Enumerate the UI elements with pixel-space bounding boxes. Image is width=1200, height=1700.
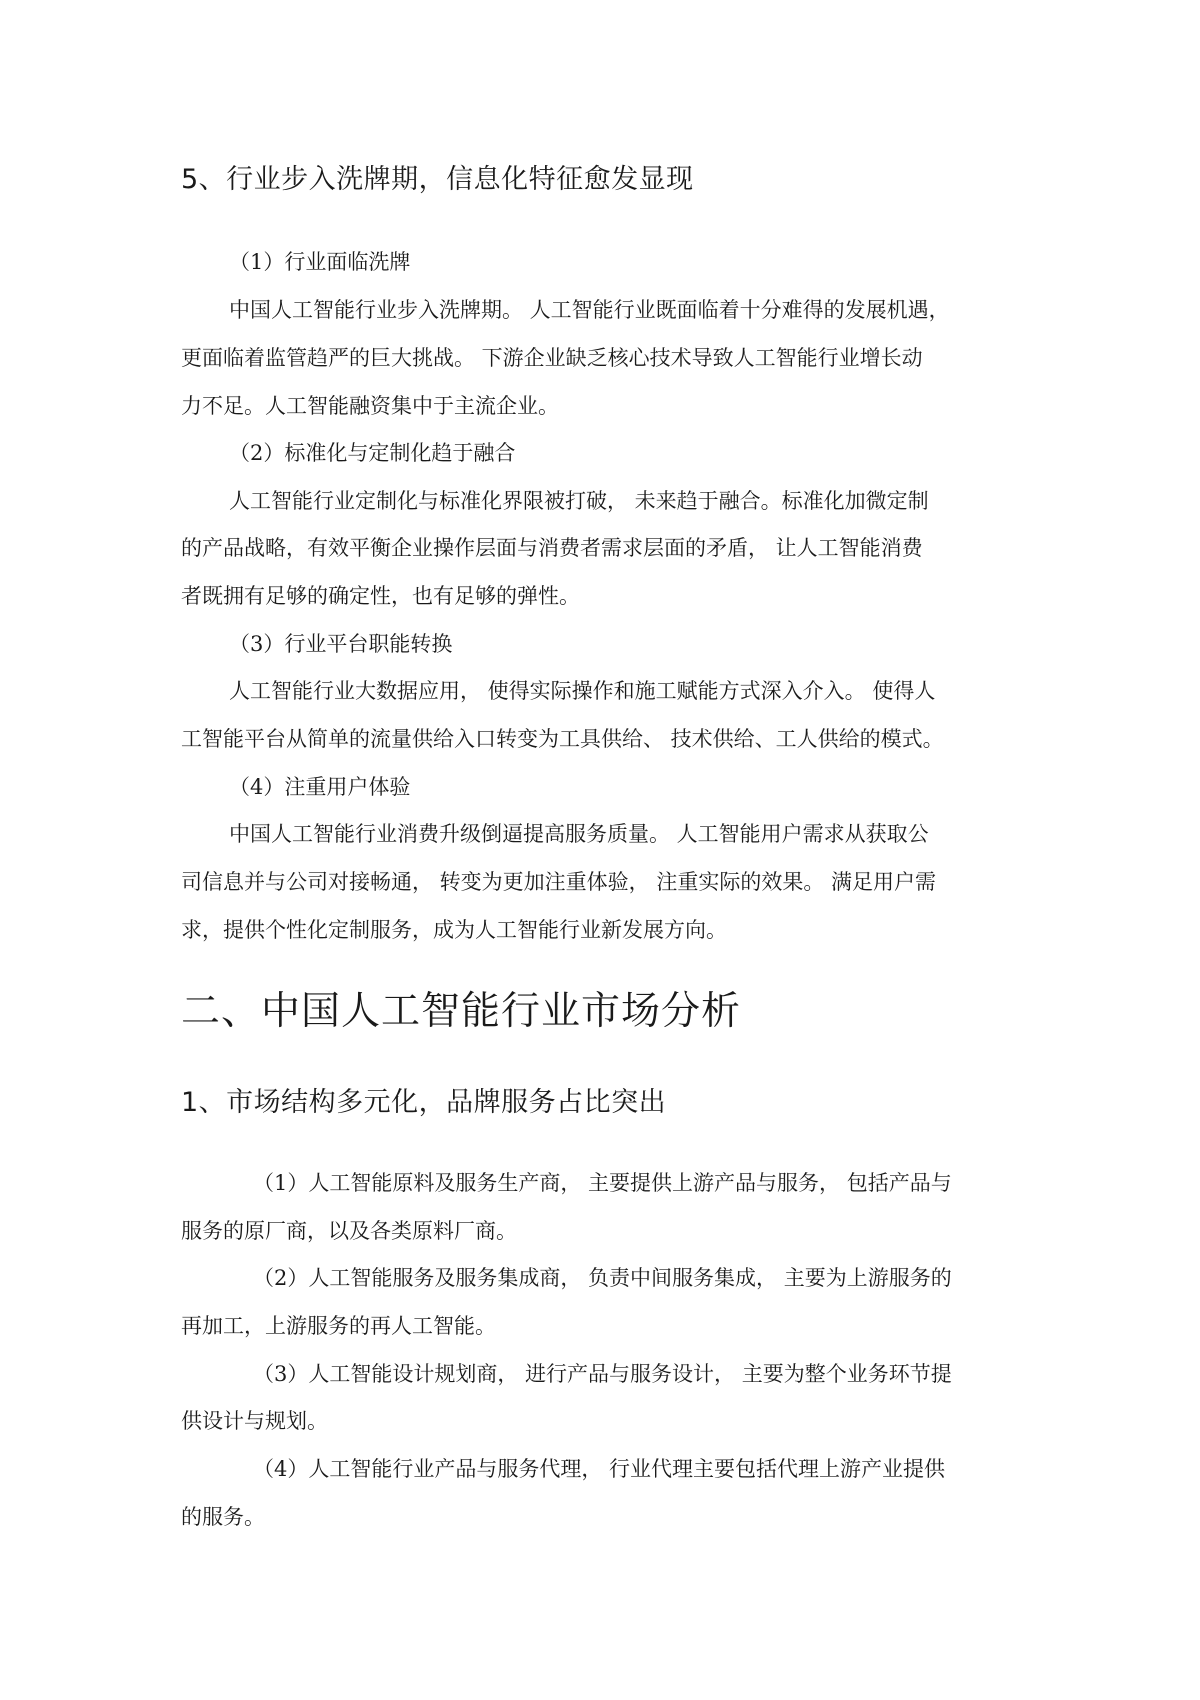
paragraph-line: 中国人工智能行业消费升级倒逼提高服务质量。 人工智能用户需求从获取公 bbox=[229, 822, 929, 846]
paragraph-line: 中国人工智能行业步入洗牌期。 人工智能行业既面临着十分难得的发展机遇， bbox=[229, 298, 950, 322]
paragraph-line: 人工智能行业大数据应用， 使得实际操作和施工赋能方式深入介入。 使得人 bbox=[229, 679, 936, 703]
paragraph-line: 服务的原厂商，以及各类原料厂商。 bbox=[181, 1219, 517, 1243]
chapter-heading-2: 二、中国人工智能行业市场分析 bbox=[181, 989, 742, 1034]
paragraph-line: 者既拥有足够的确定性，也有足够的弹性。 bbox=[181, 584, 580, 608]
subsection-title-2: （2）标准化与定制化趋于融合 bbox=[229, 441, 516, 465]
paragraph-line: 司信息并与公司对接畅通， 转变为更加注重体验， 注重实际的效果。 满足用户需 bbox=[181, 870, 937, 894]
paragraph-line: 的产品战略，有效平衡企业操作层面与消费者需求层面的矛盾， 让人工智能消费 bbox=[181, 536, 923, 560]
paragraph-line: 供设计与规划。 bbox=[181, 1409, 328, 1433]
paragraph-line: 人工智能行业定制化与标准化界限被打破， 未来趋于融合。标准化加微定制 bbox=[229, 489, 929, 513]
paragraph-line: （3）人工智能设计规划商， 进行产品与服务设计， 主要为整个业务环节提 bbox=[253, 1362, 952, 1386]
paragraph-line: 更面临着监管趋严的巨大挑战。 下游企业缺乏核心技术导致人工智能行业增长动 bbox=[181, 346, 923, 370]
paragraph-line: 再加工，上游服务的再人工智能。 bbox=[181, 1314, 496, 1338]
paragraph-line: 力不足。人工智能融资集中于主流企业。 bbox=[181, 394, 559, 418]
paragraph-line: （1）人工智能原料及服务生产商， 主要提供上游产品与服务， 包括产品与 bbox=[253, 1171, 952, 1195]
subsection-title-4: （4）注重用户体验 bbox=[229, 775, 411, 799]
subsection-title-1: （1）行业面临洗牌 bbox=[229, 250, 411, 274]
section-heading-1: 1、市场结构多元化，品牌服务占比突出 bbox=[181, 1087, 667, 1118]
paragraph-line: （4）人工智能行业产品与服务代理， 行业代理主要包括代理上游产业提供 bbox=[253, 1457, 946, 1481]
paragraph-line: 工智能平台从简单的流量供给入口转变为工具供给、 技术供给、工人供给的模式。 bbox=[181, 727, 944, 751]
paragraph-line: 求，提供个性化定制服务，成为人工智能行业新发展方向。 bbox=[181, 918, 727, 942]
paragraph-line: （2）人工智能服务及服务集成商， 负责中间服务集成， 主要为上游服务的 bbox=[253, 1266, 952, 1290]
paragraph-line: 的服务。 bbox=[181, 1505, 265, 1529]
subsection-title-3: （3）行业平台职能转换 bbox=[229, 632, 453, 656]
section-heading-5: 5、行业步入洗牌期，信息化特征愈发显现 bbox=[181, 164, 694, 195]
